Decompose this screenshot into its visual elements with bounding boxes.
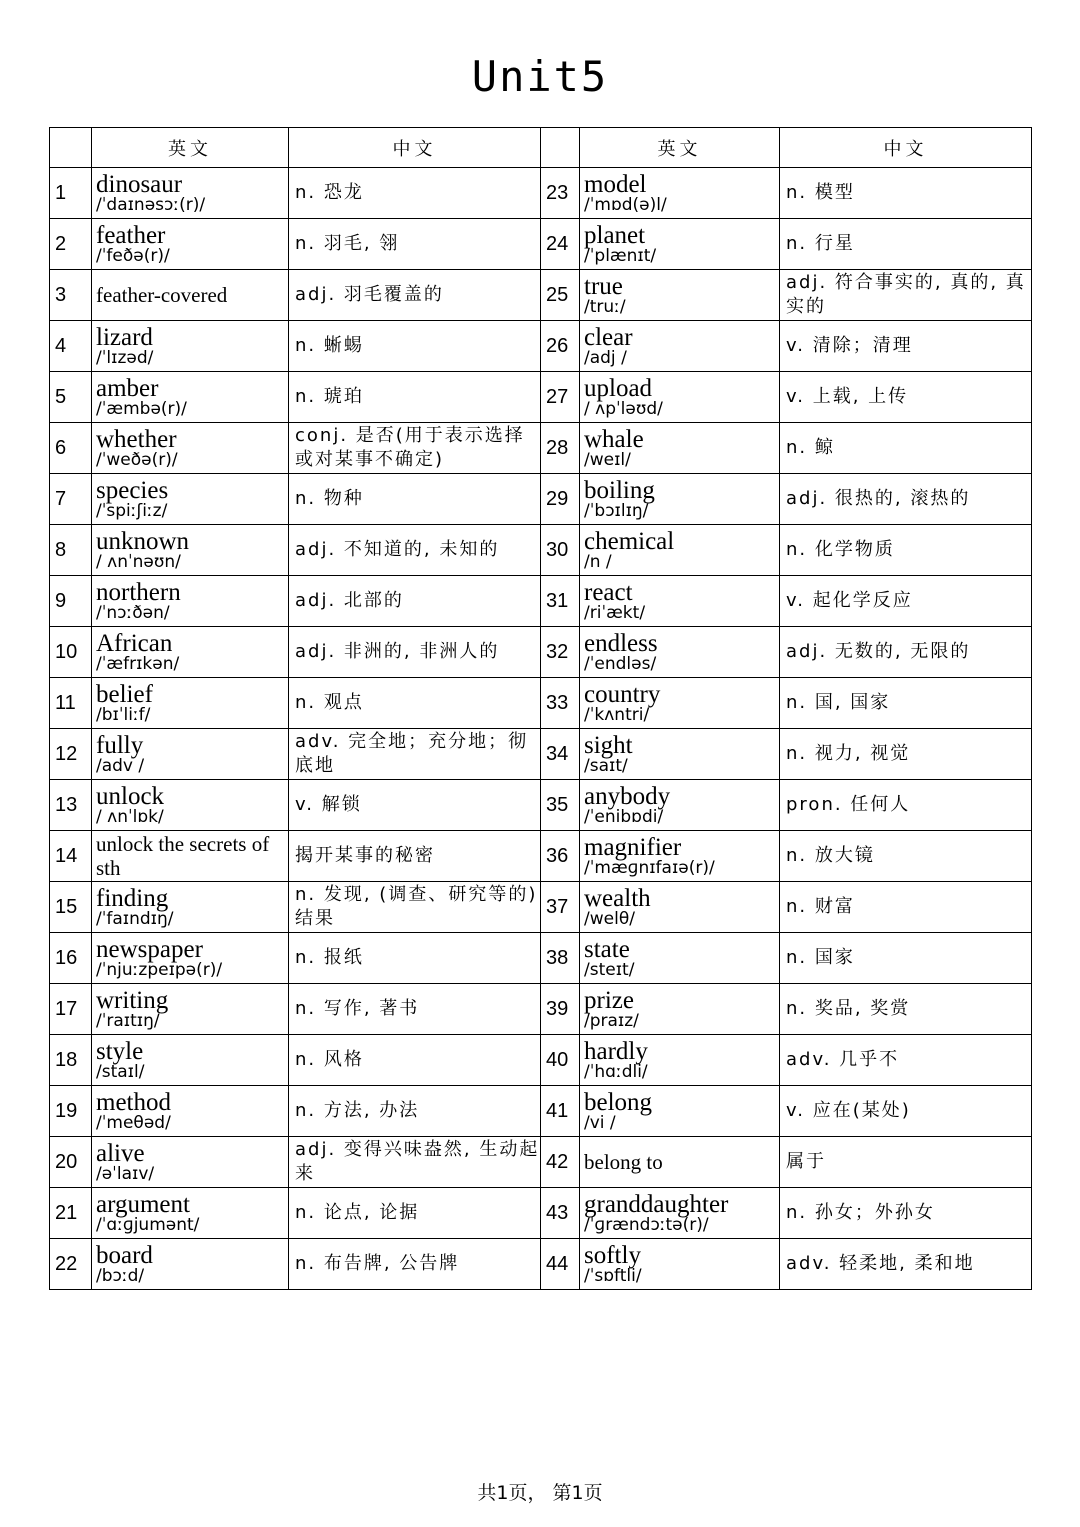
chinese-meaning: adv. 轻柔地, 柔和地 (780, 1239, 1032, 1290)
table-row (50, 219, 1032, 270)
english-entry (92, 1188, 289, 1239)
chinese-meaning: n. 视力, 视觉 (780, 729, 1032, 780)
phonetic-transcription: /ˈnjuːzpeɪpə(r)/ (96, 959, 223, 980)
english-entry (92, 270, 289, 321)
english-entry (92, 933, 289, 984)
phonetic-transcription: /ˈhɑːdli/ (584, 1061, 648, 1082)
english-word: African (96, 629, 173, 657)
english-word: method (96, 1088, 171, 1116)
english-entry (580, 372, 780, 423)
entry-number: 13 (50, 780, 92, 831)
entry-number: 44 (541, 1239, 580, 1290)
phonetic-transcription: /ˈfaɪndɪŋ/ (96, 908, 174, 929)
english-word: amber (96, 374, 159, 402)
english-word: prize (584, 986, 634, 1014)
entry-number: 35 (541, 780, 580, 831)
chinese-meaning: n. 布告牌, 公告牌 (289, 1239, 541, 1290)
english-phrase: belong to (584, 1150, 663, 1174)
english-word: softly (584, 1241, 641, 1269)
entry-number: 18 (50, 1035, 92, 1086)
phonetic-transcription: /ˈenibɒdi/ (584, 806, 664, 827)
english-entry (92, 729, 289, 780)
entry-number: 30 (541, 525, 580, 576)
header-number-blank-right (541, 128, 580, 168)
chinese-meaning: adv. 完全地；充分地；彻底地 (289, 729, 541, 780)
table-row (50, 321, 1032, 372)
phonetic-transcription: /ˈɑːɡjumənt/ (96, 1214, 200, 1235)
chinese-meaning: n. 行星 (780, 219, 1032, 270)
entry-number: 23 (541, 168, 580, 219)
english-word: granddaughter (584, 1190, 729, 1218)
phonetic-transcription: /truː/ (584, 296, 626, 317)
chinese-meaning: n. 国家 (780, 933, 1032, 984)
chinese-meaning: n. 论点, 论据 (289, 1188, 541, 1239)
english-word: planet (584, 221, 646, 249)
table-row (50, 1035, 1032, 1086)
table-row (50, 1188, 1032, 1239)
english-word: whale (584, 425, 644, 453)
table-row (50, 372, 1032, 423)
english-entry (92, 423, 289, 474)
english-entry (92, 678, 289, 729)
english-entry (580, 576, 780, 627)
phonetic-transcription: /steɪt/ (584, 959, 635, 980)
english-word: state (584, 935, 630, 963)
english-word: alive (96, 1139, 145, 1167)
english-word: upload (584, 374, 653, 402)
english-word: sight (584, 731, 633, 759)
phonetic-transcription: /əˈlaɪv/ (96, 1163, 155, 1184)
entry-number: 20 (50, 1137, 92, 1188)
english-entry (92, 372, 289, 423)
chinese-meaning: v. 清除；清理 (780, 321, 1032, 372)
chinese-meaning: v. 解锁 (289, 780, 541, 831)
english-entry (580, 474, 780, 525)
phonetic-transcription: /ˈspiːʃiːz/ (96, 500, 168, 521)
header-english-right: 英文 (580, 128, 780, 168)
english-entry (92, 168, 289, 219)
table-row (50, 933, 1032, 984)
english-entry (580, 984, 780, 1035)
english-word: country (584, 680, 661, 708)
page-footer: 共1页， 第1页 (477, 1482, 603, 1504)
entry-number: 33 (541, 678, 580, 729)
chinese-meaning: n. 发现, (调查、研究等的)结果 (289, 882, 541, 933)
phonetic-transcription: /ˈmeθəd/ (96, 1112, 171, 1133)
english-entry (92, 576, 289, 627)
english-entry (92, 627, 289, 678)
english-entry (92, 474, 289, 525)
header-english-left: 英文 (92, 128, 289, 168)
table-row (50, 729, 1032, 780)
chinese-meaning: n. 放大镜 (780, 831, 1032, 882)
english-entry (92, 780, 289, 831)
table-row (50, 423, 1032, 474)
english-word: clear (584, 323, 633, 351)
table-row (50, 1239, 1032, 1290)
chinese-meaning: n. 模型 (780, 168, 1032, 219)
entry-number: 1 (50, 168, 92, 219)
entry-number: 7 (50, 474, 92, 525)
chinese-meaning: n. 国, 国家 (780, 678, 1032, 729)
phonetic-transcription: /ˈweðə(r)/ (96, 449, 178, 470)
entry-number: 12 (50, 729, 92, 780)
english-entry (580, 882, 780, 933)
entry-number: 32 (541, 627, 580, 678)
entry-number: 37 (541, 882, 580, 933)
english-word: react (584, 578, 633, 606)
table-row (50, 270, 1032, 321)
header-chinese-left: 中文 (289, 128, 541, 168)
english-entry (580, 831, 780, 882)
english-entry (92, 984, 289, 1035)
chinese-meaning: n. 蜥蜴 (289, 321, 541, 372)
english-entry (580, 780, 780, 831)
chinese-meaning: n. 琥珀 (289, 372, 541, 423)
phonetic-transcription: /ˈplænɪt/ (584, 245, 657, 266)
entry-number: 22 (50, 1239, 92, 1290)
entry-number: 25 (541, 270, 580, 321)
table-row (50, 168, 1032, 219)
english-word: style (96, 1037, 144, 1065)
entry-number: 3 (50, 270, 92, 321)
table-row (50, 525, 1032, 576)
chinese-meaning: n. 化学物质 (780, 525, 1032, 576)
entry-number: 42 (541, 1137, 580, 1188)
chinese-meaning: n. 孙女；外孙女 (780, 1188, 1032, 1239)
entry-number: 29 (541, 474, 580, 525)
chinese-meaning: n. 奖品, 奖赏 (780, 984, 1032, 1035)
english-word: anybody (584, 782, 671, 810)
chinese-meaning: adj. 很热的, 滚热的 (780, 474, 1032, 525)
english-entry (580, 627, 780, 678)
english-word: endless (584, 629, 658, 657)
table-row (50, 576, 1032, 627)
entry-number: 17 (50, 984, 92, 1035)
entry-number: 38 (541, 933, 580, 984)
english-word: newspaper (96, 935, 203, 963)
entry-number: 39 (541, 984, 580, 1035)
english-word: species (96, 476, 169, 504)
english-entry (580, 270, 780, 321)
entry-number: 34 (541, 729, 580, 780)
english-entry (580, 321, 780, 372)
phonetic-transcription: /ˈendləs/ (584, 653, 657, 674)
english-entry (580, 1188, 780, 1239)
english-word: whether (96, 425, 177, 453)
phonetic-transcription: /adj / (584, 347, 627, 368)
chinese-meaning: v. 起化学反应 (780, 576, 1032, 627)
english-word: belief (96, 680, 153, 708)
chinese-meaning: n. 鲸 (780, 423, 1032, 474)
table-row (50, 474, 1032, 525)
english-entry (580, 1137, 780, 1188)
chinese-meaning: adj. 无数的, 无限的 (780, 627, 1032, 678)
phonetic-transcription: /ˈbɔɪlɪŋ/ (584, 500, 649, 521)
phonetic-transcription: /n / (584, 551, 612, 572)
table-row (50, 831, 1032, 882)
english-entry (580, 168, 780, 219)
english-entry (580, 1035, 780, 1086)
vocabulary-table (49, 127, 1032, 1290)
english-entry (92, 1137, 289, 1188)
chinese-meaning: adv. 几乎不 (780, 1035, 1032, 1086)
english-word: dinosaur (96, 170, 183, 198)
entry-number: 21 (50, 1188, 92, 1239)
entry-number: 24 (541, 219, 580, 270)
english-phrase: feather-covered (96, 283, 228, 307)
entry-number: 40 (541, 1035, 580, 1086)
english-entry (92, 1035, 289, 1086)
english-phrase: unlock the secrets of sth (96, 832, 270, 880)
english-word: unknown (96, 527, 190, 555)
english-entry (580, 525, 780, 576)
english-entry (92, 525, 289, 576)
english-word: board (96, 1241, 153, 1269)
english-word: finding (96, 884, 169, 912)
chinese-meaning: adj. 变得兴味盎然, 生动起来 (289, 1137, 541, 1188)
chinese-meaning: adj. 非洲的, 非洲人的 (289, 627, 541, 678)
phonetic-transcription: /saɪt/ (584, 755, 628, 776)
entry-number: 28 (541, 423, 580, 474)
english-word: unlock (96, 782, 165, 810)
english-entry (92, 219, 289, 270)
english-word: writing (96, 986, 169, 1014)
english-entry (92, 1086, 289, 1137)
phonetic-transcription: /bɪˈliːf/ (96, 704, 151, 725)
entry-number: 8 (50, 525, 92, 576)
english-word: argument (96, 1190, 190, 1218)
chinese-meaning: adj. 不知道的, 未知的 (289, 525, 541, 576)
english-word: true (584, 272, 623, 300)
chinese-meaning: n. 观点 (289, 678, 541, 729)
chinese-meaning: 属于 (780, 1137, 1032, 1188)
english-word: model (584, 170, 647, 198)
entry-number: 36 (541, 831, 580, 882)
english-entry (92, 882, 289, 933)
phonetic-transcription: /ˈmæɡnɪfaɪə(r)/ (584, 857, 715, 878)
english-entry (92, 831, 289, 882)
phonetic-transcription: /ˈraɪtɪŋ/ (96, 1010, 160, 1031)
entry-number: 5 (50, 372, 92, 423)
entry-number: 43 (541, 1188, 580, 1239)
phonetic-transcription: /ˈlɪzəd/ (96, 347, 154, 368)
phonetic-transcription: /adv / (96, 755, 145, 776)
phonetic-transcription: / ʌnˈnəʊn/ (96, 551, 181, 572)
table-row (50, 1137, 1032, 1188)
entry-number: 31 (541, 576, 580, 627)
entry-number: 2 (50, 219, 92, 270)
english-entry (580, 423, 780, 474)
table-row (50, 1086, 1032, 1137)
english-word: fully (96, 731, 144, 759)
english-word: belong (584, 1088, 653, 1116)
phonetic-transcription: /ˈkʌntri/ (584, 704, 650, 725)
chinese-meaning: adj. 北部的 (289, 576, 541, 627)
phonetic-transcription: /ˈɡrændɔːtə(r)/ (584, 1214, 709, 1235)
phonetic-transcription: / ʌpˈləʊd/ (584, 398, 663, 419)
header-chinese-right: 中文 (780, 128, 1032, 168)
entry-number: 11 (50, 678, 92, 729)
english-entry (92, 1239, 289, 1290)
entry-number: 9 (50, 576, 92, 627)
english-word: hardly (584, 1037, 648, 1065)
phonetic-transcription: / ʌnˈlɒk/ (96, 806, 164, 827)
entry-number: 27 (541, 372, 580, 423)
phonetic-transcription: /ˈmɒd(ə)l/ (584, 194, 667, 215)
chinese-meaning: n. 报纸 (289, 933, 541, 984)
chinese-meaning: n. 恐龙 (289, 168, 541, 219)
phonetic-transcription: /vi / (584, 1112, 616, 1133)
page-title: Unit5 (471, 52, 609, 101)
english-word: lizard (96, 323, 153, 351)
entry-number: 41 (541, 1086, 580, 1137)
table-row (50, 984, 1032, 1035)
phonetic-transcription: /staɪl/ (96, 1061, 145, 1082)
english-word: magnifier (584, 833, 682, 861)
header-row (50, 128, 1032, 168)
chinese-meaning: n. 羽毛, 翎 (289, 219, 541, 270)
entry-number: 19 (50, 1086, 92, 1137)
phonetic-transcription: /welθ/ (584, 908, 635, 929)
phonetic-transcription: /riˈækt/ (584, 602, 646, 623)
entry-number: 14 (50, 831, 92, 882)
chinese-meaning: pron. 任何人 (780, 780, 1032, 831)
english-entry (580, 1239, 780, 1290)
english-word: northern (96, 578, 181, 606)
table-row (50, 678, 1032, 729)
phonetic-transcription: /ˈsɒftli/ (584, 1265, 642, 1286)
phonetic-transcription: /ˈæfrɪkən/ (96, 653, 180, 674)
english-entry (580, 1086, 780, 1137)
phonetic-transcription: /ˈnɔːðən/ (96, 602, 170, 623)
chinese-meaning: adj. 符合事实的, 真的, 真实的 (780, 270, 1032, 321)
chinese-meaning: n. 物种 (289, 474, 541, 525)
english-word: wealth (584, 884, 651, 912)
chinese-meaning: n. 方法, 办法 (289, 1086, 541, 1137)
entry-number: 26 (541, 321, 580, 372)
english-entry (580, 933, 780, 984)
english-word: boiling (584, 476, 655, 504)
english-entry (580, 729, 780, 780)
chinese-meaning: conj. 是否(用于表示选择或对某事不确定) (289, 423, 541, 474)
entry-number: 10 (50, 627, 92, 678)
chinese-meaning: n. 财富 (780, 882, 1032, 933)
english-word: feather (96, 221, 166, 249)
phonetic-transcription: /ˈæmbə(r)/ (96, 398, 187, 419)
english-entry (92, 321, 289, 372)
entry-number: 6 (50, 423, 92, 474)
phonetic-transcription: /praɪz/ (584, 1010, 639, 1031)
phonetic-transcription: /weɪl/ (584, 449, 631, 470)
phonetic-transcription: /ˈfeðə(r)/ (96, 245, 170, 266)
table-row (50, 627, 1032, 678)
chinese-meaning: 揭开某事的秘密 (289, 831, 541, 882)
english-entry (580, 678, 780, 729)
header-number-blank-left (50, 128, 92, 168)
english-entry (580, 219, 780, 270)
entry-number: 16 (50, 933, 92, 984)
table-row (50, 882, 1032, 933)
chinese-meaning: v. 应在(某处) (780, 1086, 1032, 1137)
english-word: chemical (584, 527, 675, 555)
entry-number: 4 (50, 321, 92, 372)
chinese-meaning: n. 风格 (289, 1035, 541, 1086)
chinese-meaning: v. 上载, 上传 (780, 372, 1032, 423)
chinese-meaning: adj. 羽毛覆盖的 (289, 270, 541, 321)
entry-number: 15 (50, 882, 92, 933)
phonetic-transcription: /ˈdaɪnəsɔː(r)/ (96, 194, 206, 215)
table-row (50, 780, 1032, 831)
phonetic-transcription: /bɔːd/ (96, 1265, 145, 1286)
chinese-meaning: n. 写作, 著书 (289, 984, 541, 1035)
